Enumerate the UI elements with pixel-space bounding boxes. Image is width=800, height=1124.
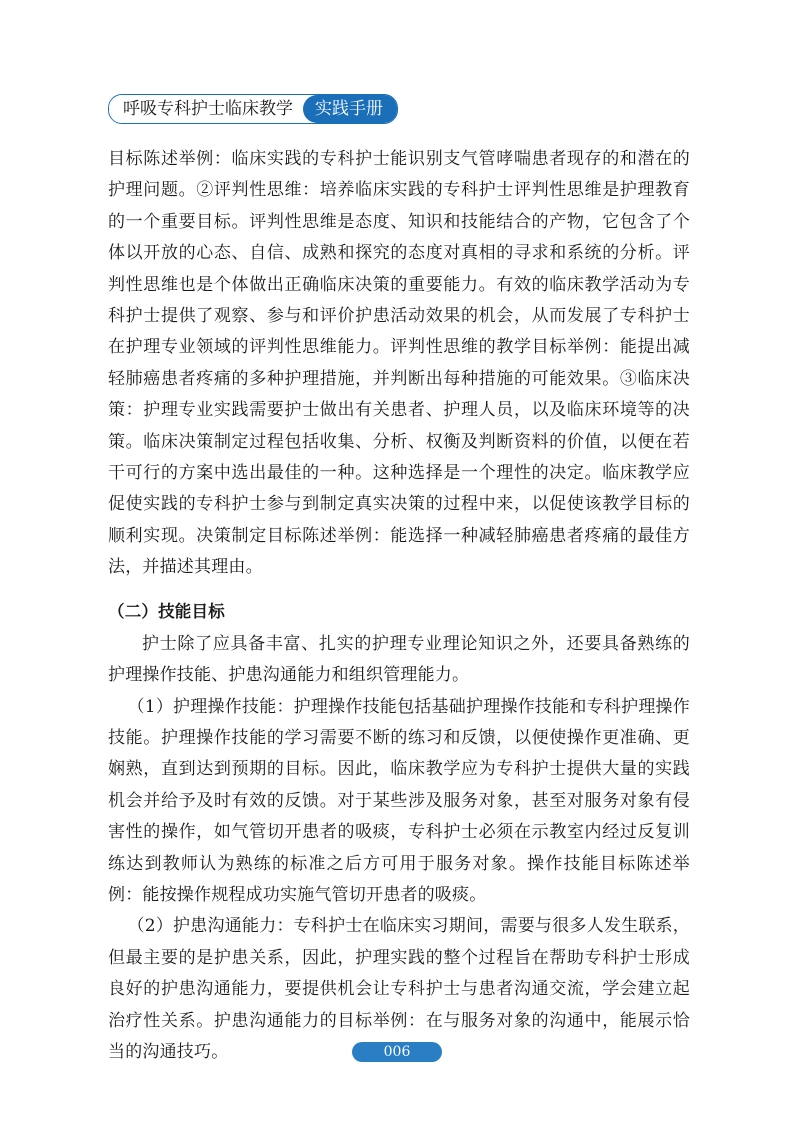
page-body: [108, 144, 690, 1068]
paragraph-communication-skill: （2）护患沟通能力：专科护士在临床实习期间，需要与很多人发生联系，但最主要的是护患关系，因此，护理实践的整个过程旨在帮助专科护士形成良好的护患沟通能力，要提供机会让专科护士与患者沟通交流，学会建立起治疗性关系。护患沟通能力的目标举例：在与服务对象的沟通中，能展示恰当的沟通技巧。: [108, 916, 690, 1062]
paragraph-continued: 目标陈述举例：临床实践的专科护士能识别支气管哮喘患者现存的和潜在的护理问题。②评判性思维：培养临床实践的专科护士评判性思维是护理教育的一个重要目标。评判性思维是态度、知识和技能结合的产物，它包含了个体以开放的心态、自信、成熟和探究的态度对真相的寻求和系统的分析。评判性思维也是个体做出正确临床决策的重要能力。有效的临床教学活动为专科护士提供了观察、参与和评价护患活动效果的机会，从而发展了专科护士在护理专业领域的评判性思维能力。评判性思维的教学目标举例：能提出减轻肺癌患者疼痛的多种护理措施，并判断出每种措施的可能效果。③临床决策：护理专业实践需要护士做出有关患者、护理人员，以及临床环境等的决策。临床决策制定过程包括收集、分析、权衡及判断资料的价值，以便在若干可行的方案中选出最佳的一种。这种选择是一个理性的决定。临床教学应促使实践的专科护士参与到制定真实决策的过程中来，以促使该教学目标的顺利实现。决策制定目标陈述举例：能选择一种减轻肺癌患者疼痛的最佳方法，并描述其理由。: [108, 149, 690, 578]
paragraph-skill-intro: 护士除了应具备丰富、扎实的护理专业理论知识之外，还要具备熟练的护理操作技能、护患沟通能力和组织管理能力。: [108, 633, 690, 686]
running-header: [108, 94, 398, 124]
page-number: 006: [352, 1042, 442, 1062]
book-title: 呼吸专科护士临床教学: [109, 95, 303, 123]
paragraph-operation-skill: （1）护理操作技能：护理操作技能包括基础护理操作技能和专科护理操作技能。护理操作技能的学习需要不断的练习和反馈，以便使操作更准确、更娴熟，直到达到预期的目标。因此，临床教学应为专科护士提供大量的实践机会并给予及时有效的反馈。对于某些涉及服务对象，甚至对服务对象有侵害性的操作，如气管切开患者的吸痰，专科护士必须在示教室内经过反复训练达到教师认为熟练的标准之后方可用于服务对象。操作技能目标陈述举例：能按操作规程成功实施气管切开患者的吸痰。: [108, 696, 690, 905]
book-subtitle: 实践手册: [303, 95, 397, 123]
section-heading: （二）技能目标: [108, 601, 225, 621]
